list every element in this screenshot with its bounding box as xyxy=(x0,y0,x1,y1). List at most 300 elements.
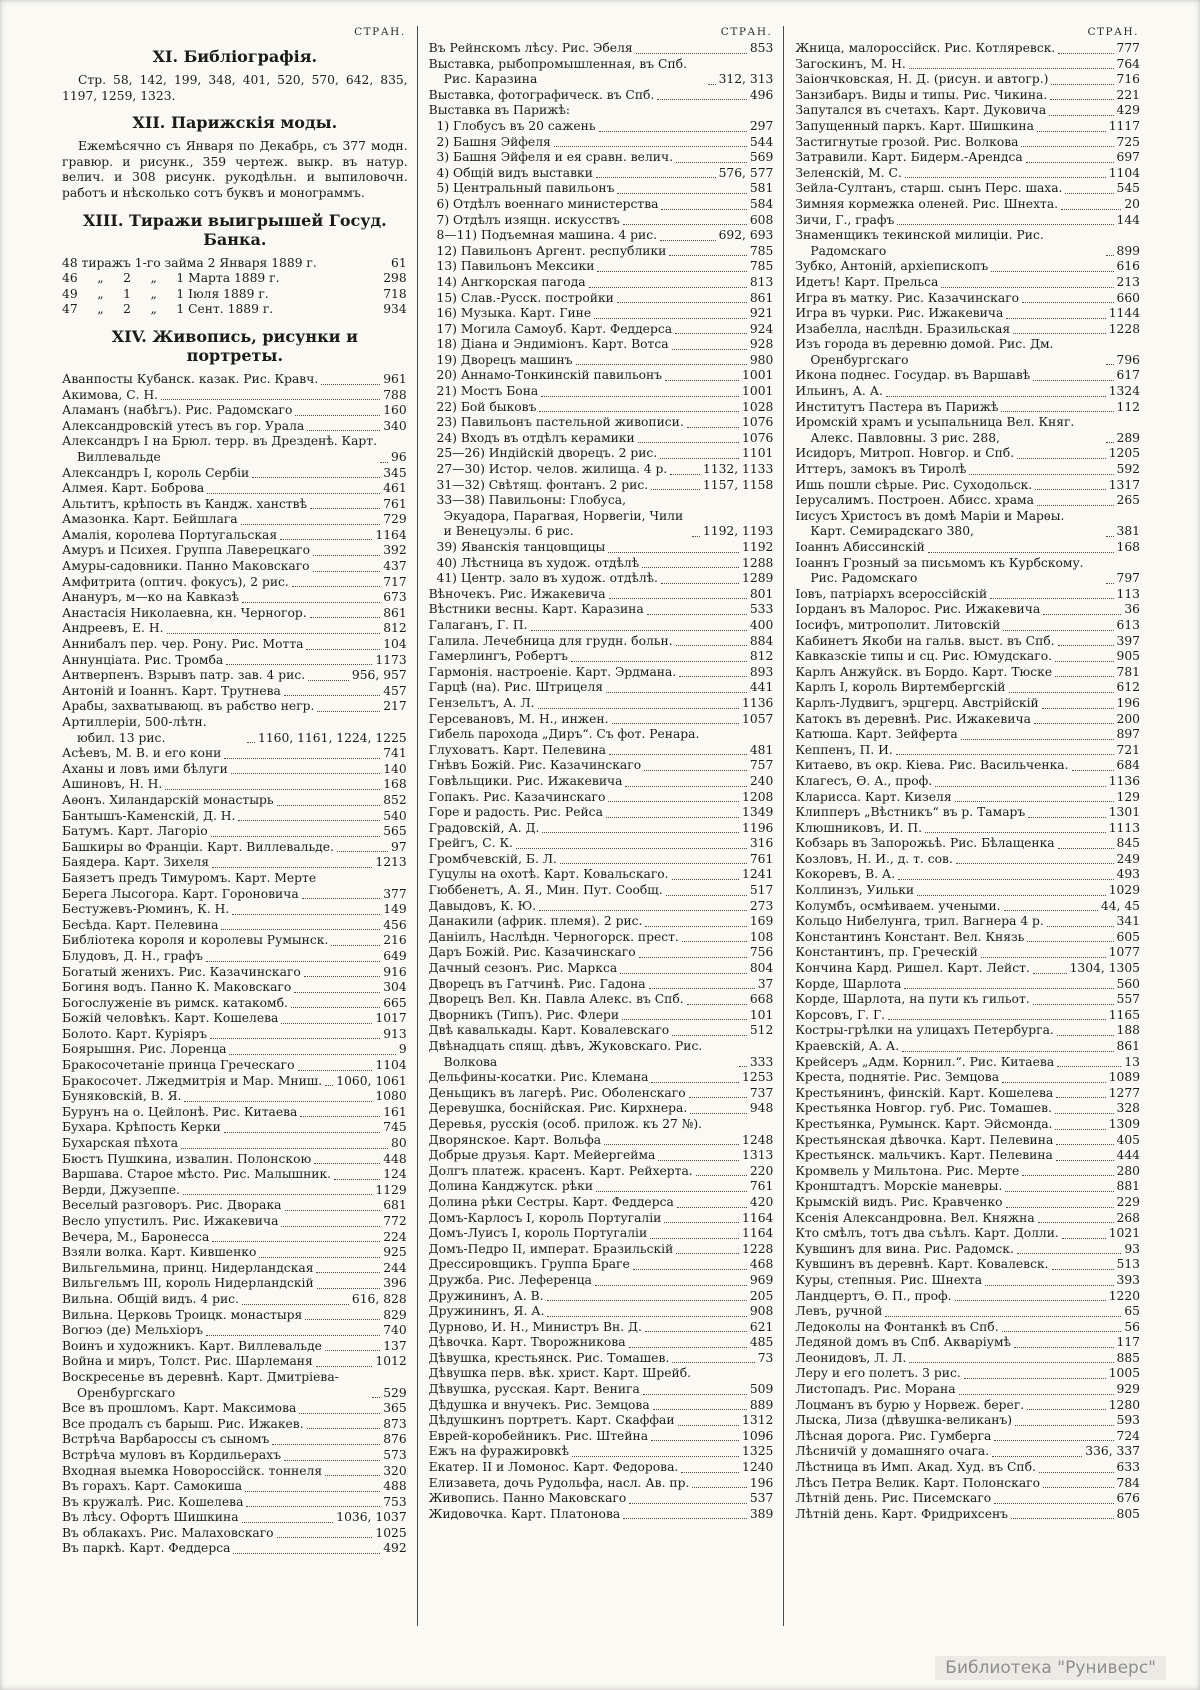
entry-page: 316 xyxy=(749,836,774,851)
entry-page: 961 xyxy=(383,371,407,386)
index-entry xyxy=(62,512,408,528)
entry-text: Занзибаръ. Виды и типы. Рис. Чикина. xyxy=(795,87,1048,102)
index-entry xyxy=(429,41,775,57)
entry-text: Амфитрита (оптич. фокусъ), 2 рис. xyxy=(62,574,289,589)
entry-text: Дѣвушка, крестьянск. Рис. Томашев. xyxy=(428,1350,670,1365)
dot-leader xyxy=(589,287,747,288)
entry-page: 913 xyxy=(383,1026,407,1041)
index-entry xyxy=(429,275,775,291)
entry-text: Долгъ платеж. красенъ. Карт. Рейхерта. xyxy=(428,1163,693,1178)
entry-page: 389 xyxy=(749,1506,774,1521)
index-entry xyxy=(429,790,775,806)
entry-page: 61 xyxy=(391,255,407,270)
entry-page: 1136 xyxy=(1108,773,1141,788)
index-entry xyxy=(429,758,775,774)
dot-leader xyxy=(1106,536,1114,537)
entry-page: 621 xyxy=(749,1319,774,1334)
entry-text: Аламанъ (набѣгъ). Рис. Радомскаго xyxy=(62,403,293,418)
dot-leader xyxy=(609,598,747,599)
entry-text: Грейгъ, С. К. xyxy=(428,836,513,851)
index-entry xyxy=(62,1495,408,1511)
entry-page: 861 xyxy=(383,605,407,620)
entry-page: 1164 xyxy=(742,1226,774,1241)
dot-leader xyxy=(1037,131,1106,132)
entry-page: 289 xyxy=(1116,430,1141,445)
dot-leader xyxy=(1058,53,1113,54)
index-entry xyxy=(62,1292,408,1308)
dot-leader xyxy=(306,649,380,650)
entry-page: 297 xyxy=(749,118,774,133)
entry-page: 980 xyxy=(749,352,774,367)
index-entry xyxy=(795,649,1141,665)
entry-text: Гюббенетъ, А. Я., Мин. Пут. Сообщ. xyxy=(428,883,663,898)
entry-page: 1208 xyxy=(742,789,774,804)
entry-page: 853 xyxy=(749,41,774,55)
index-entry xyxy=(795,1476,1141,1492)
index-entry xyxy=(795,1257,1141,1273)
dot-leader xyxy=(295,415,380,416)
entry-text: Корсовъ, Г. Г. xyxy=(795,1007,886,1022)
index-entry xyxy=(62,1245,408,1261)
entry-text: 27—30) Истор. челов. жилища. 4 р. xyxy=(428,462,668,477)
index-entry xyxy=(429,556,775,572)
section-body-parizhskia-mody: Ежемѣсячно съ Января по Декабрь, съ 377 модн. гравюр. и рисунк., 359 чертеж. выкр. въ натур. велич. и 308 рисунк. рукодѣльн. и выпиловочн. работъ и нѣсколько сотъ буквъ и монограммъ. xyxy=(62,139,408,200)
dot-leader xyxy=(281,1226,380,1227)
entry-text: Баязетъ предъ Тимуромъ. Карт. Мерте xyxy=(62,870,317,885)
entry-text: Кто смѣлъ, тотъ два съѣлъ. Карт. Долли. xyxy=(795,1226,1059,1241)
entry-page: 444 xyxy=(1116,1148,1141,1163)
entry-page: 681 xyxy=(383,1198,407,1213)
dot-leader xyxy=(207,493,380,494)
dot-leader xyxy=(888,1019,1106,1020)
entry-text: Лоцманъ въ бурю у Норвеж. берег. xyxy=(795,1397,1025,1412)
entry-page: 1036, 1037 xyxy=(336,1510,407,1525)
index-entry xyxy=(429,634,775,650)
entry-page: 565 xyxy=(383,824,407,839)
index-entry xyxy=(429,135,775,151)
entry-page: 345 xyxy=(383,465,407,480)
entry-text: Въ Рейнскомъ лѣсу. Рис. Эбеля xyxy=(428,41,633,55)
dot-leader xyxy=(310,508,380,509)
dot-leader xyxy=(572,1456,739,1457)
dot-leader xyxy=(280,539,372,540)
entry-page: 1277 xyxy=(1108,1085,1141,1100)
entry-page: 676 xyxy=(1116,1491,1141,1506)
entry-text: Лѣтній день. Рис. Писемскаго xyxy=(795,1491,992,1506)
index-entry xyxy=(429,462,775,478)
entry-page: 149 xyxy=(383,902,407,917)
entry-page: 137 xyxy=(383,1338,407,1353)
dot-leader xyxy=(1004,910,1098,911)
dot-leader xyxy=(1043,1487,1114,1488)
lottery-row xyxy=(62,302,408,318)
entry-page: 1289 xyxy=(742,571,774,586)
index-entry xyxy=(429,1070,775,1086)
entry-page: 217 xyxy=(383,699,407,714)
entry-text: Козловъ, Н. И., д. т. сов. xyxy=(795,851,953,866)
dot-leader xyxy=(1013,333,1106,334)
entry-text: Встрѣча муловъ въ Кордильерахъ xyxy=(62,1447,282,1462)
entry-page: 1157, 1158 xyxy=(702,477,774,492)
entry-page: 169 xyxy=(749,914,774,929)
dot-leader xyxy=(643,1394,747,1395)
entry-text: Башкиры во Франціи. Карт. Виллевальде. xyxy=(62,839,334,854)
index-entry xyxy=(429,244,775,260)
dot-leader xyxy=(917,895,1106,896)
dot-leader xyxy=(678,1425,740,1426)
index-entry xyxy=(429,883,775,899)
entry-text: Зеленскій, М. С. xyxy=(795,165,902,180)
entry-page: 608 xyxy=(749,212,774,227)
dot-leader xyxy=(252,477,380,478)
entry-text: Еврей-коробейникъ. Рис. Штейна xyxy=(428,1428,649,1443)
entry-text: Въ лѣсу. Офортъ Шишкина xyxy=(62,1510,239,1525)
entry-page: 1021 xyxy=(1108,1226,1141,1241)
entry-text: Выставка, рыбопромышленная, въ Спб. Рис. Каразина xyxy=(428,56,691,87)
index-entry xyxy=(795,478,1141,494)
entry-text: Іерусалимъ. Построен. Абисс. храма xyxy=(795,493,1034,508)
entry-text: Взяли волка. Карт. Кившенко xyxy=(62,1245,257,1260)
entry-page: 512 xyxy=(749,1023,774,1038)
dot-leader xyxy=(229,1054,395,1055)
index-entry xyxy=(795,1242,1141,1258)
column-page-header: СТРАН. xyxy=(720,26,773,38)
entry-page: 268 xyxy=(1116,1210,1141,1225)
entry-text: Веселый разговоръ. Рис. Дворака xyxy=(62,1198,282,1213)
entry-page: 205 xyxy=(749,1288,774,1303)
entry-page: 273 xyxy=(749,898,774,913)
entry-page: 168 xyxy=(383,777,407,792)
entry-text: Карлъ I, король Виртембергскій xyxy=(795,680,1006,695)
entry-page: 616 xyxy=(1116,259,1141,274)
dot-leader xyxy=(594,318,747,319)
entry-page: 420 xyxy=(749,1194,774,1209)
entry-page: 1248 xyxy=(742,1132,774,1147)
index-entry xyxy=(429,712,775,728)
index-entry xyxy=(795,867,1141,883)
entry-page: 660 xyxy=(1116,290,1141,305)
index-entry xyxy=(429,1460,775,1476)
dot-leader xyxy=(638,442,739,443)
entry-text: Заіончковская, Н. Д. (рисун. и автогр.) xyxy=(795,72,1049,87)
entry-text: Аханы и ловъ ими бѣлуги xyxy=(62,761,228,776)
entry-page: 761 xyxy=(749,1179,774,1194)
entry-page: 1301 xyxy=(1108,805,1141,820)
entry-page: 101 xyxy=(749,1007,774,1022)
index-entry xyxy=(429,805,775,821)
entry-text: Вѣночекъ. Рис. Ижакевича xyxy=(428,586,606,601)
index-entry xyxy=(62,1152,408,1168)
entry-text: Двѣнадцать спящ. дѣвъ, Жуковскаго. Рис. Волкова xyxy=(428,1039,707,1069)
entry-text: Кабинетъ Якоби на гальв. выст. въ Спб. xyxy=(795,633,1055,648)
index-entry xyxy=(429,446,775,462)
entry-text: Кувшинъ въ деревнѣ. Карт. Ковалевск. xyxy=(795,1257,1049,1272)
entry-text: Дворникъ (Типъ). Рис. Флери xyxy=(428,1007,620,1022)
dot-leader xyxy=(692,1487,746,1488)
entry-page: 229 xyxy=(1116,1194,1141,1209)
entry-page: 876 xyxy=(383,1432,407,1447)
index-entry xyxy=(795,119,1141,135)
dot-leader xyxy=(1051,84,1113,85)
dot-leader xyxy=(307,1428,381,1429)
entry-text: Аннунціата. Рис. Тромба xyxy=(62,652,224,667)
entry-page: 196 xyxy=(749,1475,774,1490)
index-entry xyxy=(62,575,408,591)
entry-text: Гопакъ. Рис. Казачинскаго xyxy=(428,789,606,804)
index-entry xyxy=(795,836,1141,852)
entry-page: 1096 xyxy=(742,1428,774,1443)
entry-text: Кронштадтъ. Морскіе маневры. xyxy=(795,1179,1003,1194)
index-entry xyxy=(62,543,408,559)
entry-page: 140 xyxy=(383,761,407,776)
entry-page: 741 xyxy=(383,746,407,761)
dot-leader xyxy=(246,1506,380,1507)
entry-text: Война и миръ, Толст. Рис. Шарлеманя xyxy=(62,1354,313,1369)
index-entry xyxy=(429,228,775,244)
entry-page: 488 xyxy=(383,1479,407,1494)
dot-leader xyxy=(639,957,747,958)
entry-page: 537 xyxy=(749,1491,774,1506)
entry-text: Кольцо Нибелунга, трил. Вагнера 4 р. xyxy=(795,914,1044,929)
index-entry xyxy=(795,914,1141,930)
dot-leader xyxy=(1033,380,1113,381)
entry-text: Колумбъ, осмѣиваем. учеными. xyxy=(795,898,1001,913)
index-entry xyxy=(795,57,1141,73)
dot-leader xyxy=(1028,817,1105,818)
index-entry xyxy=(62,434,408,465)
entry-page: 168 xyxy=(1116,540,1141,554)
dot-leader xyxy=(331,945,380,946)
index-entry xyxy=(429,540,775,556)
index-entry xyxy=(795,275,1141,291)
entry-text: Ашиновъ, Н. Н. xyxy=(62,777,163,792)
entry-text: Дружба. Рис. Леференца xyxy=(428,1272,592,1287)
entry-page: 1001 xyxy=(742,384,774,399)
dot-leader xyxy=(1017,458,1106,459)
entry-text: Воскресенье въ деревнѣ. Карт. Дмитріева-Оренбургскаго xyxy=(62,1369,339,1400)
entry-text: Дѣвушка, русская. Карт. Венига xyxy=(428,1382,640,1397)
dot-leader xyxy=(925,832,1106,833)
entry-page: 925 xyxy=(383,1245,407,1260)
entry-text: Берега Лысогора. Карт. Гороновича xyxy=(62,886,299,901)
dot-leader xyxy=(1001,411,1113,412)
entry-page: 104 xyxy=(383,637,407,652)
entry-page: 801 xyxy=(749,586,774,601)
entry-text: Выставка въ Парижѣ: xyxy=(428,103,571,118)
entry-text: Варшава. Старое мѣсто. Рис. Малышник. xyxy=(62,1167,332,1182)
entry-page: 533 xyxy=(749,602,774,617)
index-entry xyxy=(429,821,775,837)
dot-leader xyxy=(1011,1518,1114,1519)
dot-leader xyxy=(956,863,1114,864)
entry-text: 13) Павильонъ Мексики xyxy=(428,259,595,274)
dot-leader xyxy=(547,1300,747,1301)
entry-page: 196 xyxy=(1116,695,1141,710)
dot-leader xyxy=(1056,1160,1114,1161)
entry-text: Глуховатъ. Карт. Пелевина xyxy=(428,742,606,757)
index-entry xyxy=(429,1008,775,1024)
dot-leader xyxy=(516,848,747,849)
index-entry xyxy=(795,634,1141,650)
dot-leader xyxy=(625,786,746,787)
entry-page: 545 xyxy=(1116,181,1141,196)
entry-page: 400 xyxy=(749,617,774,632)
index-entry xyxy=(62,559,408,575)
index-entry xyxy=(62,809,408,825)
index-entry xyxy=(795,1211,1141,1227)
dot-leader xyxy=(224,1132,380,1133)
entry-text: Божій человѣкъ. Карт. Кошелева xyxy=(62,1011,279,1026)
dot-leader xyxy=(554,146,747,147)
entry-page: 929 xyxy=(1116,1382,1141,1397)
index-entry xyxy=(795,852,1141,868)
index-entry xyxy=(795,992,1141,1008)
entry-page: 784 xyxy=(1116,1475,1141,1490)
index-entry xyxy=(795,135,1141,151)
dot-leader xyxy=(1106,364,1114,365)
index-entry xyxy=(795,945,1141,961)
entry-text: 22) Бой быковъ xyxy=(428,399,537,414)
entry-text: Лѣсъ Петра Велик. Карт. Полонскаго xyxy=(795,1475,1041,1490)
entry-page: 584 xyxy=(749,196,774,211)
entry-text: Батумъ. Карт. Лагоріо xyxy=(62,824,208,839)
entry-text: Ильинъ, А. А. xyxy=(795,384,883,399)
dot-leader xyxy=(1034,723,1114,724)
entry-page: 298 xyxy=(383,271,407,286)
entry-page: 457 xyxy=(383,683,407,698)
index-entry xyxy=(795,41,1141,57)
entry-text: Иромскій храмъ и усыпальница Вел. Княг. Алекс. Павловны. 3 рис. 288, xyxy=(795,415,1079,445)
entry-page: 280 xyxy=(1116,1163,1141,1178)
dot-leader xyxy=(1047,926,1114,927)
index-entry xyxy=(429,1289,775,1305)
entry-text: Корде, Шарлота, на пути къ гильот. xyxy=(795,992,1030,1007)
index-entry xyxy=(795,1226,1141,1242)
index-entry xyxy=(62,653,408,669)
entry-text: 18) Діана и Эндиміонъ. Карт. Вотса xyxy=(428,337,669,352)
index-entry xyxy=(62,1074,408,1090)
dot-leader xyxy=(1039,1472,1114,1473)
entry-text: Деньщикъ въ лагерѣ. Рис. Оболенскаго xyxy=(428,1085,686,1100)
entry-text: Дворецъ въ Гатчинѣ. Рис. Гадона xyxy=(428,976,646,991)
index-entry xyxy=(62,996,408,1012)
entry-text: Гармонія. настроеніе. Карт. Эрдмана. xyxy=(428,664,677,679)
entry-text: Іовъ, патріархъ всероссійскій xyxy=(795,586,988,601)
entry-page: 852 xyxy=(383,792,407,807)
entry-page: 1192 xyxy=(742,540,774,554)
entry-page: 1325 xyxy=(742,1444,774,1459)
index-entry xyxy=(795,540,1141,556)
dot-leader xyxy=(620,973,747,974)
index-entry xyxy=(429,1413,775,1429)
dot-leader xyxy=(334,1179,380,1180)
entry-text: Крестьянская дѣвочка. Карт. Пелевина xyxy=(795,1132,1054,1147)
index-entry xyxy=(62,621,408,637)
index-entry xyxy=(795,556,1141,587)
dot-leader xyxy=(739,1066,747,1067)
entry-page: 1240 xyxy=(742,1460,774,1475)
entry-text: Баядера. Карт. Зихеля xyxy=(62,855,209,870)
dot-leader xyxy=(679,676,747,677)
entry-text: Іосифъ, митрополит. Литовскій xyxy=(795,617,1001,632)
index-entry xyxy=(62,1448,408,1464)
entry-text: Артиллеріи, 500-лѣтн. юбил. 13 рис. xyxy=(62,715,211,745)
index-entry xyxy=(429,992,775,1008)
entry-page: 845 xyxy=(1116,836,1141,851)
index-entry xyxy=(62,762,408,778)
entry-text: Зубко, Антоній, архіепископъ xyxy=(795,259,989,274)
dot-leader xyxy=(316,1366,373,1367)
index-entry xyxy=(62,590,408,606)
entry-page: 1312 xyxy=(742,1413,774,1428)
index-entry xyxy=(429,665,775,681)
entry-text: Загоскинъ, М. Н. xyxy=(795,56,906,71)
entry-page: 797 xyxy=(1116,571,1141,586)
dot-leader xyxy=(985,1285,1113,1286)
entry-text: Изабелла, наслѣдн. Бразильская xyxy=(795,321,1011,336)
index-entry xyxy=(429,867,775,883)
entry-text: Бухарская пѣхота xyxy=(62,1136,179,1151)
index-entry xyxy=(62,1308,408,1324)
entry-text: Вильгельмъ III, король Нидерландскій xyxy=(62,1276,314,1291)
index-entry xyxy=(429,571,775,587)
entry-page: 336, 337 xyxy=(1085,1444,1141,1459)
index-entry xyxy=(429,602,775,618)
entry-page: 1241 xyxy=(742,867,774,882)
index-entry xyxy=(429,836,775,852)
dot-leader xyxy=(599,131,747,132)
entry-page: 1165 xyxy=(1108,1007,1141,1022)
entry-text: Богиня водъ. Панно К. Маковскаго xyxy=(62,980,292,995)
dot-leader xyxy=(238,820,380,821)
entry-text: Исидоръ, Митроп. Новгор. и Спб. xyxy=(795,446,1015,461)
index-entry xyxy=(429,1133,775,1149)
index-entry xyxy=(795,1335,1141,1351)
dot-leader xyxy=(1005,1191,1113,1192)
dot-leader xyxy=(666,895,747,896)
index-entry xyxy=(795,415,1141,446)
entry-page: 717 xyxy=(383,574,407,589)
index-entry xyxy=(62,388,408,404)
dot-leader xyxy=(1055,661,1114,662)
entry-text: Дельфины-косатки. Рис. Клемана xyxy=(428,1070,649,1085)
index-entry xyxy=(62,403,408,419)
dot-leader xyxy=(608,801,739,802)
entry-text: Герсевановъ, М. Н., инжен. xyxy=(428,711,609,726)
index-entry xyxy=(795,821,1141,837)
entry-page: 1104 xyxy=(375,1058,407,1073)
entry-text: 6) Отдѣлъ военнаго министерства xyxy=(428,196,659,211)
entry-text: Знаменщикъ текинской милиціи. Рис. Радомскаго xyxy=(795,228,1048,258)
index-entry xyxy=(795,665,1141,681)
entry-text: Запущенный паркъ. Карт. Шишкина xyxy=(795,118,1034,133)
dot-leader xyxy=(645,1331,747,1332)
entry-page: 576, 577 xyxy=(718,165,774,180)
entry-text: Данакили (африк. племя). 2 рис. xyxy=(428,914,643,929)
dot-leader xyxy=(325,1475,380,1476)
entry-page: 761 xyxy=(383,496,407,511)
index-entry xyxy=(429,213,775,229)
entry-text: Блудовъ, Д. Н., графъ xyxy=(62,948,203,963)
entry-page: 665 xyxy=(383,995,407,1010)
entry-page: 1028 xyxy=(742,399,774,414)
index-entry xyxy=(795,368,1141,384)
dot-leader xyxy=(277,805,381,806)
entry-text: Бурунъ на о. Цейлонѣ. Рис. Китаева xyxy=(62,1104,298,1119)
entry-page: 1144 xyxy=(1108,306,1141,321)
entry-page: 633 xyxy=(1116,1460,1141,1475)
index-entry xyxy=(795,774,1141,790)
